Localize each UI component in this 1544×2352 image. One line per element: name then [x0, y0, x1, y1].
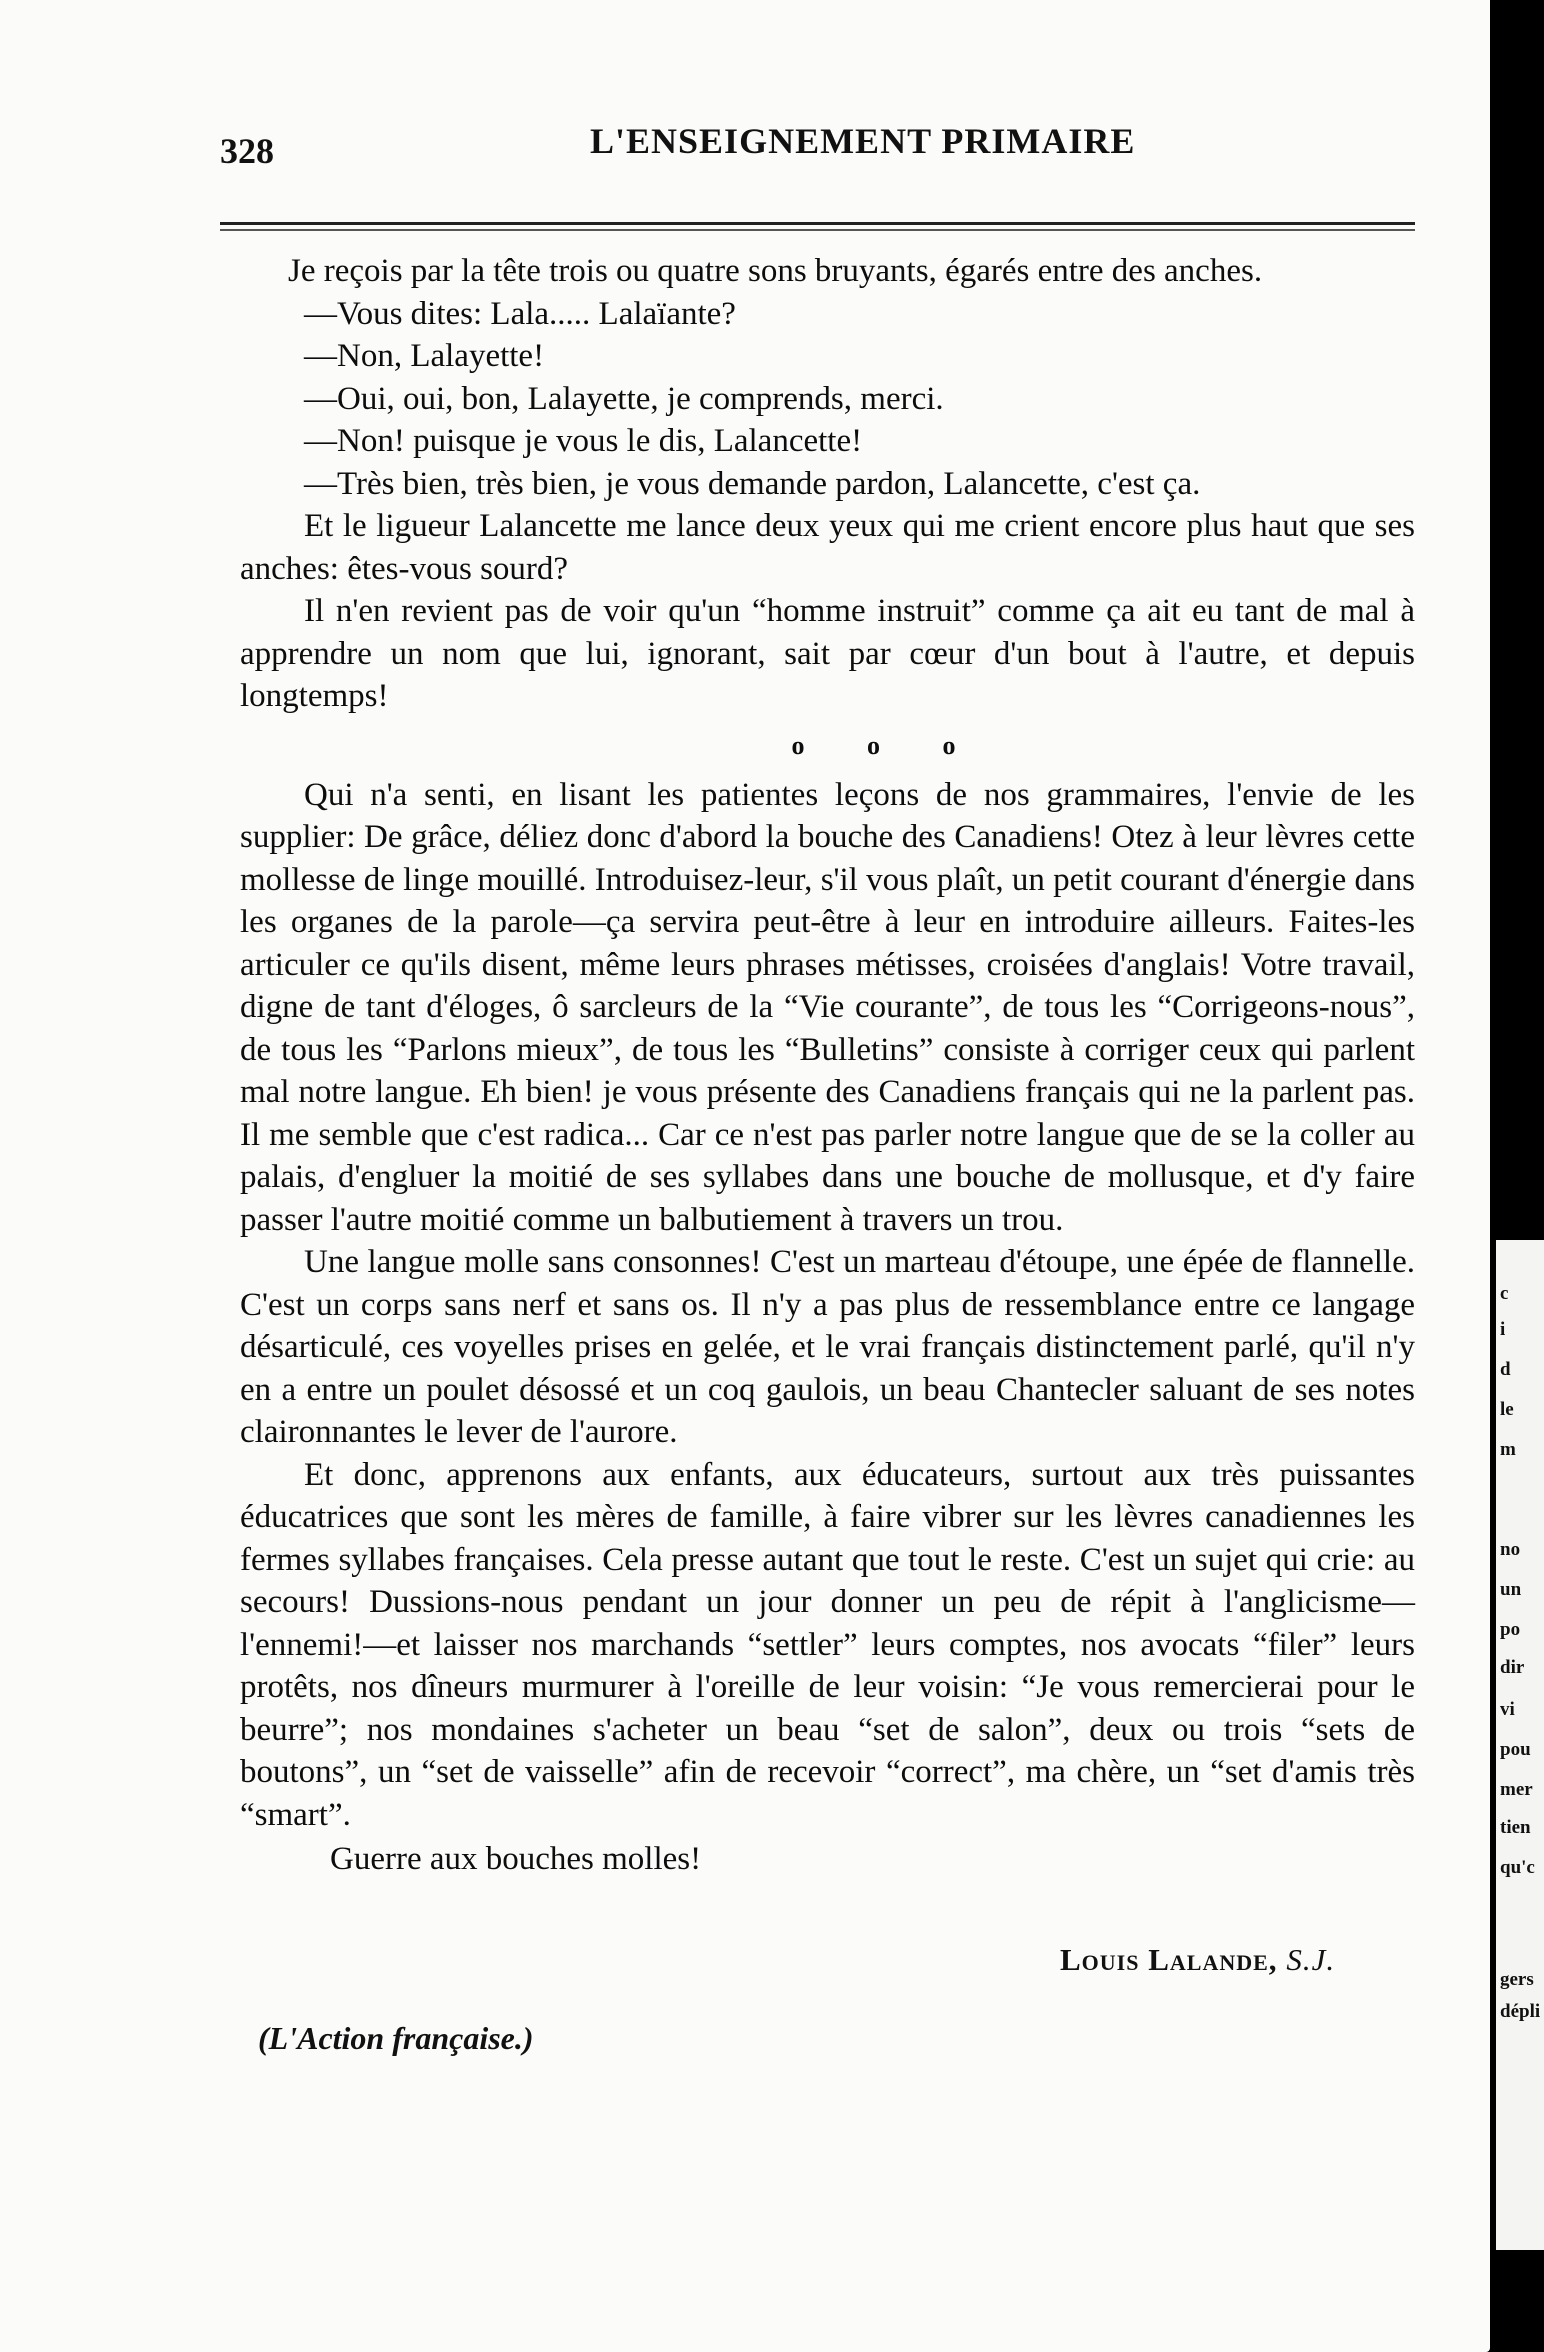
header-rule: [220, 222, 1415, 225]
fragment-text: gers: [1500, 1969, 1534, 1990]
author-name: Louis Lalande,: [1060, 1942, 1278, 1977]
author-signature: [1060, 1942, 1335, 1978]
fragment-text: po: [1500, 1619, 1521, 1640]
fragment-text: i: [1500, 1319, 1506, 1340]
paragraph: Qui n'a senti, en lisant les patientes leçons de nos grammaires, l'envie de les supplier: De grâce, déliez donc d'abord la bouche des Canadiens! Otez à leur lèvres cette mollesse de linge mouillé. Introduisez-leur, s'il vous plaît, un petit courant d'énergie dans les organes de la parole—ça servira peut-être à leur en introduire ailleurs. Faites-les articuler ce qu'ils disent, même leurs phrases métisses, croisées d'anglais! Votre travail, digne de tant d'éloges, ô sarcleurs de la “Vie courante”, de tous les “Corrigeons-nous”, de tous les “Parlons mieux”, de tous les “Bulletins” consiste à corriger ceux qui parlent mal notre langue. Eh bien! je vous présente des Canadiens français qui ne la parlent pas. Il me semble que c'est radica... Car ce n'est pas parler notre langue que de se la coller au palais, d'engluer la moitié de ses syllabes dans une bouche de mollusque, et d'y faire passer l'autre moitié comme un balbutiement à travers un trou.: [240, 776, 1415, 1238]
paragraph: Une langue molle sans consonnes! C'est un marteau d'étoupe, une épée de flannelle. C'est un corps sans nerf et sans os. Il n'y a pas plus de ressemblance entre ce langage désarticulé, ces voyelles prises en gelée, et le vrai français distinctement parlé, qu'il n'y en a entre un poulet désossé et un coq gaulois, un beau Chantecler saluant de ses notes claironnantes le lever de l'aurore.: [240, 1244, 1415, 1450]
running-head: [220, 120, 1410, 170]
fragment-text: pou: [1500, 1739, 1531, 1760]
dialogue-line: —Non, Lalayette!: [304, 338, 545, 374]
adjacent-page-edge: [1490, 0, 1544, 2352]
fragment-text: m: [1500, 1439, 1516, 1460]
fragment-text: qu'c: [1500, 1857, 1535, 1878]
section-break-asterism: o o o: [791, 730, 984, 760]
fragment-text: no: [1500, 1539, 1521, 1560]
page-number: 328: [220, 131, 274, 171]
dialogue-line: —Vous dites: Lala..... Lalaïante?: [304, 295, 736, 332]
closing-line: Guerre aux bouches molles!: [330, 1841, 702, 1877]
journal-title: L'ENSEIGNEMENT PRIMAIRE: [590, 121, 1136, 161]
fragment-text: un: [1500, 1579, 1522, 1600]
header-rule-thin: [220, 229, 1415, 231]
fragment-text: d: [1500, 1359, 1511, 1380]
fragment-text: dépli: [1500, 2001, 1541, 2022]
paragraph: Et donc, apprenons aux enfants, aux éducateurs, surtout aux très puissantes éducatrices que sont les mères de famille, à faire vibrer sur les lèvres canadiennes les fermes syllabes françaises. Cela presse autant que tout le reste. C'est un sujet qui crie: au secours! Dussions-nous pendant un jour donner un peu de répit à l'anglicisme—l'ennemi!—et laisser nos marchands “settler” leurs comptes, nos avocats “filer” leurs protêts, nos dîneurs murmurer à l'oreille de leur voisin: “Je vous remercierai pour le beurre”; nos mondaines s'acheter un beau “set de salon”, deux ou trois “sets de boutons”, un “set de vaisselle” afin de recevoir “correct”, ma chère, un “set d'amis très “smart”.: [240, 1456, 1415, 1833]
dialogue-line: —Oui, oui, bon, Lalayette, je comprends, merci.: [304, 380, 944, 417]
dialogue-line: —Non! puisque je vous le dis, Lalancette!: [304, 423, 863, 459]
fragment-text: c: [1500, 1283, 1509, 1304]
author-suffix: S.J.: [1286, 1942, 1336, 1977]
article-body: [240, 250, 1415, 1881]
fragment-text: mer: [1500, 1779, 1533, 1800]
fragment-text: dir: [1500, 1657, 1525, 1678]
paragraph: Et le ligueur Lalancette me lance deux yeux qui me crient encore plus haut que ses anches: êtes-vous sourd?: [240, 508, 1415, 587]
dialogue-line: —Très bien, très bien, je vous demande pardon, Lalancette, c'est ça.: [304, 465, 1201, 502]
fragment-text: le: [1500, 1399, 1514, 1420]
paragraph: Je reçois par la tête trois ou quatre sons bruyants, égarés entre des anches.: [288, 253, 1263, 289]
adjacent-page-fragment: [1496, 1240, 1544, 2250]
paragraph: Il n'en revient pas de voir qu'un “homme instruit” comme ça ait eu tant de mal à apprendre un nom que lui, ignorant, sait par cœur d'un bout à l'autre, et depuis longtemps!: [240, 593, 1415, 714]
fragment-text: tien: [1500, 1817, 1531, 1838]
source-citation: (L'Action française.): [258, 2020, 534, 2056]
fragment-text: vi: [1500, 1699, 1515, 1720]
